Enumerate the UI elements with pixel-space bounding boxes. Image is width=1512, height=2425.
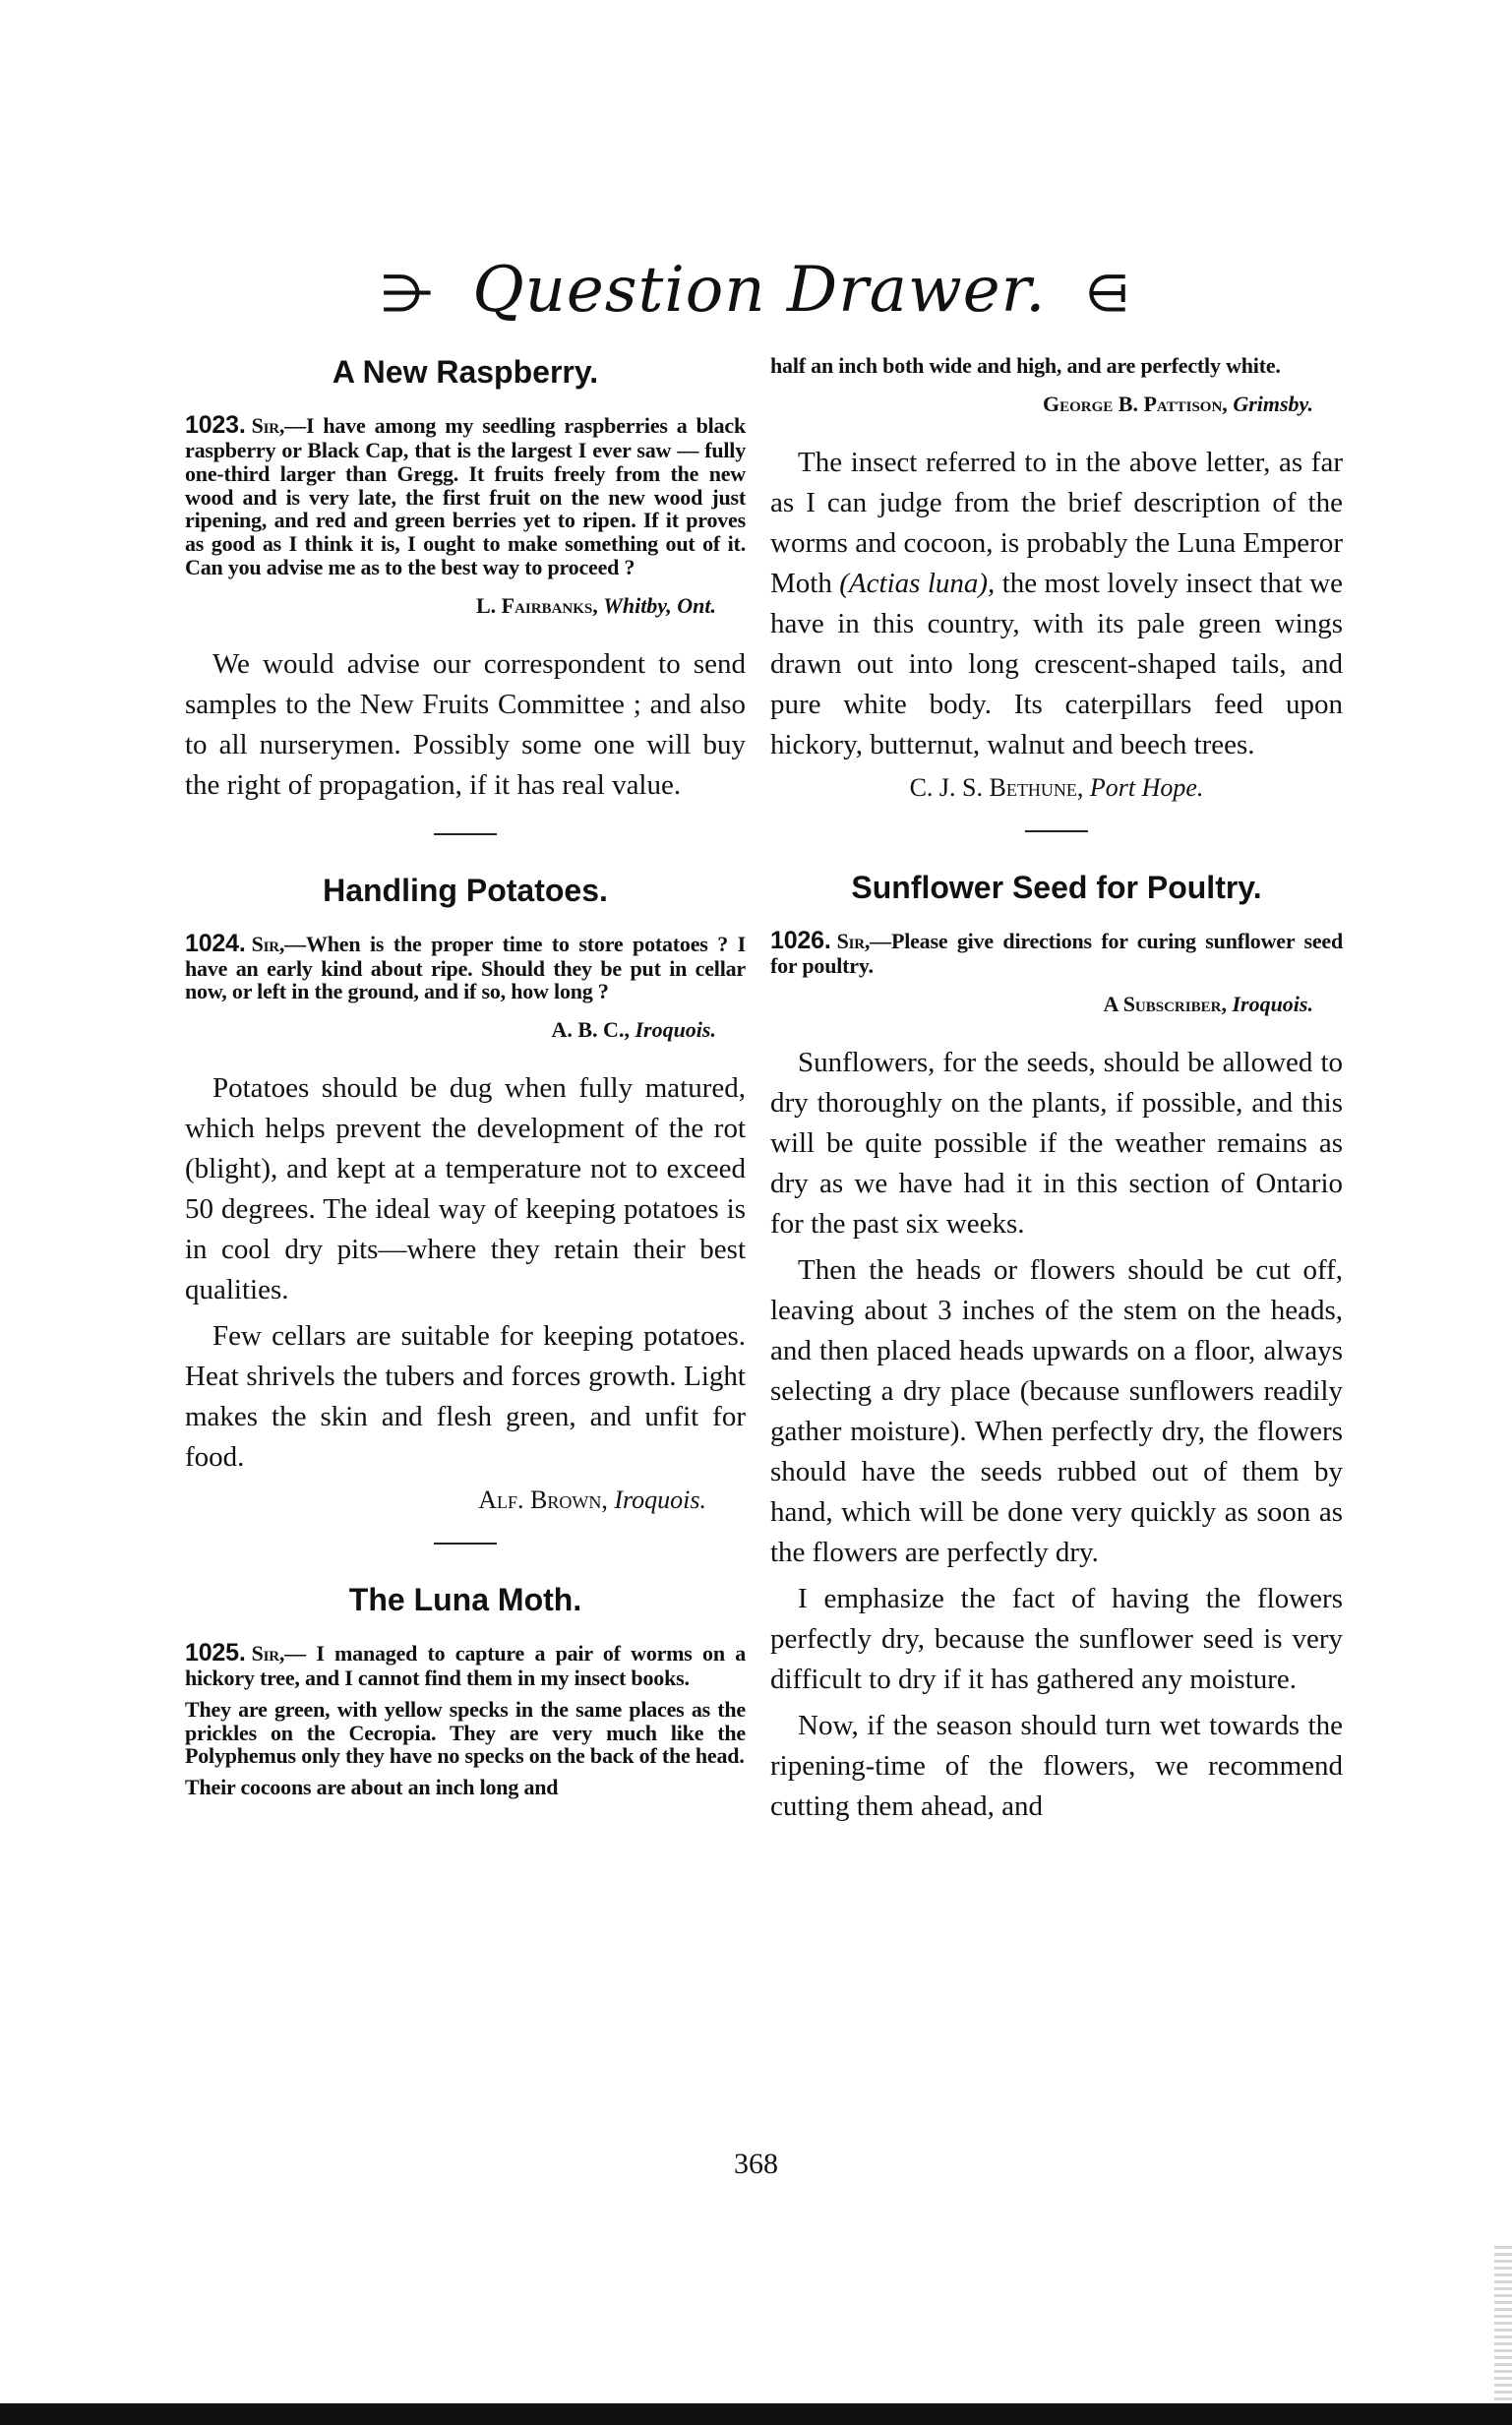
question-signature [185, 1017, 716, 1043]
salutation: Sir, [836, 928, 871, 953]
question-text: —Please give directions for curing sunflower seed for poultry. [770, 928, 1343, 978]
section-heading: Handling Potatoes. [323, 872, 608, 908]
section-heading: A New Raspberry. [332, 354, 599, 390]
section-heading: Sunflower Seed for Poultry. [851, 869, 1262, 905]
section-new-raspberry [185, 354, 746, 806]
question-signature [770, 392, 1313, 417]
section-luna-moth [185, 1582, 746, 1799]
signature-name: Alf. Brown, [478, 1485, 608, 1514]
signature-name: A Subscriber, [1103, 991, 1227, 1016]
answer-paragraph: I emphasize the fact of having the flowers perfectly dry, because the sunflower seed is very difficult to dry if it has gathered any moisture. [770, 1582, 1343, 1695]
answer-paragraph: Potatoes should be dug when fully matured, which helps prevent the development of the rot (blight), and kept at a temperature not to exceed 50 degrees. The ideal way of keeping potatoes is in cool dry pits—where they retain their best qualities. [185, 1072, 746, 1305]
question-signature [185, 593, 716, 619]
page-title-text: Question Drawer. [472, 254, 1047, 327]
question-letter [185, 1640, 746, 1799]
signature-name: A. B. C., [551, 1017, 630, 1042]
signature-place: Whitby, Ont. [603, 592, 716, 618]
section-heading: The Luna Moth. [348, 1582, 582, 1617]
question-letter [770, 928, 1343, 978]
ornament-left-icon: ⋺ [381, 265, 434, 324]
question-letter [185, 931, 746, 1004]
answer-signature [185, 1485, 706, 1515]
signature-place: Iroquois. [614, 1485, 706, 1514]
question-letter [770, 354, 1343, 378]
section-handling-potatoes [185, 873, 746, 1516]
scan-edge-artifact [1494, 2246, 1512, 2403]
signature-name: C. J. S. Bethune, [909, 772, 1084, 802]
signature-place: Port Hope. [1089, 772, 1204, 802]
answer [770, 1043, 1343, 1827]
page-title [0, 254, 1512, 327]
signature-place: Iroquois. [1232, 991, 1313, 1016]
answer [185, 644, 746, 806]
salutation: Sir, [251, 931, 285, 956]
question-text: They are green, with yellow specks in the same places as the prickles on the Cecropia. They are very much like the Polyphemus only they have no specks on the back of the head. [185, 1696, 746, 1769]
section-sunflower-seed [770, 870, 1343, 1827]
question-number: 1023. [185, 411, 246, 439]
answer-paragraph: We would advise our correspondent to send samples to the New Fruits Committee ; and also to all nurserymen. Possibly some one will buy the right of propagation, if it has real value. [185, 647, 746, 801]
latin-name: (Actias luna), [839, 567, 996, 599]
section-luna-moth-continued [770, 354, 1343, 803]
question-text: —When is the proper time to store potatoes ? I have an early kind about ripe. Should they be put in cellar now, or left in the ground, and if so, how long ? [185, 931, 746, 1004]
ornament-right-icon: ⋳ [1084, 265, 1131, 324]
question-signature [770, 992, 1313, 1017]
answer-text: the most lovely insect that we have in this country, with its pale green wings drawn out into long crescent-shaped tails, and pure white body. Its caterpillars feed upon hickory, butternut, walnut and beech trees. [770, 567, 1344, 760]
question-text: half an inch both wide and high, and are perfectly white. [770, 353, 1281, 378]
answer-text: The insect referred to in the above letter, as far as I can judge from the brief description of the worms and cocoon, is probably the Luna Emperor Moth [770, 446, 1343, 599]
left-column [185, 354, 746, 1807]
question-text: Their cocoons are about an inch long and [185, 1775, 559, 1799]
question-letter [185, 412, 746, 579]
salutation: Sir, [251, 1641, 285, 1666]
salutation: Sir, [251, 413, 285, 438]
answer-paragraph: Few cellars are suitable for keeping potatoes. Heat shrivels the tubers and forces growth. Light makes the skin and flesh green, and unfit for food. [185, 1320, 746, 1473]
answer-paragraph: Now, if the season should turn wet towards the ripening-time of the flowers, we recommend cutting them ahead, and [770, 1709, 1343, 1822]
section-divider [434, 833, 497, 835]
right-column [770, 354, 1343, 1833]
section-divider [434, 1543, 497, 1545]
answer-paragraph: Then the heads or flowers should be cut off, leaving about 3 inches of the stem on the heads, and then placed heads upwards on a floor, always selecting a dry place (because sunflowers readily gather moisture). When perfectly dry, the flowers should have the seeds rubbed out of them by hand, which will be done very quickly as soon as the flowers are perfectly dry. [770, 1253, 1343, 1568]
answer-paragraph: Sunflowers, for the seeds, should be allowed to dry thoroughly on the plants, if possible, and this will be quite possible if the weather remains as dry as we have had it in this section of Ontario for the past six weeks. [770, 1046, 1343, 1240]
page-number: 368 [734, 2148, 778, 2180]
question-number: 1024. [185, 929, 246, 957]
signature-name: L. Fairbanks, [475, 592, 598, 618]
scan-bottom-border [0, 2403, 1512, 2425]
section-divider [1025, 830, 1088, 832]
signature-place: Grimsby. [1233, 391, 1313, 416]
answer [770, 443, 1343, 765]
signature-place: Iroquois. [635, 1017, 716, 1042]
answer-signature [770, 773, 1343, 803]
question-text: — I managed to capture a pair of worms on a hickory tree, and I cannot find them in my insect books. [185, 1641, 746, 1690]
answer [185, 1068, 746, 1478]
question-number: 1025. [185, 1639, 246, 1667]
answer-paragraph [770, 443, 1343, 765]
question-text: —I have among my seedling raspberries a black raspberry or Black Cap, that is the largest I ever saw — fully one-third larger than Gregg. It fruits freely from the new wood and is very late, the first fruit on the new wood just ripening, and red and green berries yet to ripen. If it proves as good as I think it is, I ought to make something out of it. Can you advise me as to the best way to proceed ? [185, 413, 746, 579]
question-number: 1026. [770, 926, 831, 954]
signature-name: George B. Pattison, [1043, 391, 1228, 416]
